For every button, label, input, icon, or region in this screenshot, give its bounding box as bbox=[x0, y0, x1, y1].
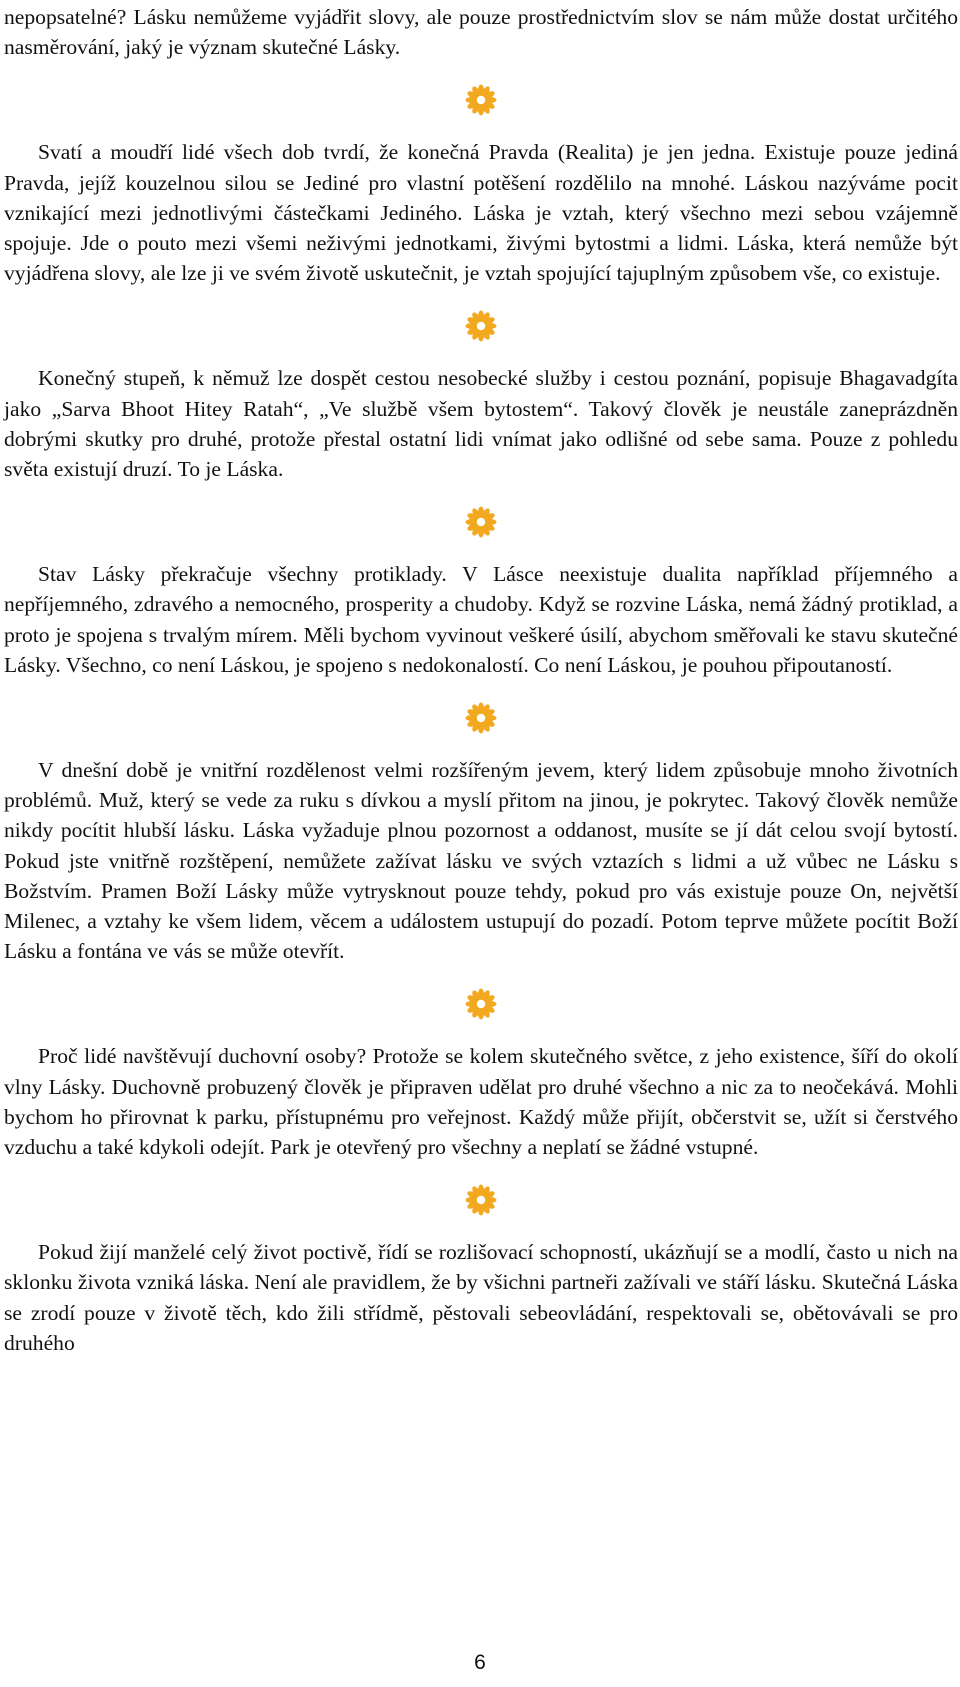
ornament-divider-1 bbox=[4, 62, 958, 137]
lotus-flower-icon bbox=[464, 701, 498, 735]
lotus-flower-icon bbox=[464, 987, 498, 1021]
paragraph-3: Konečný stupeň, k němuž lze dospět cestou nesobecké služby i cestou poznání, popisuje Bhagavadgíta jako „Sarva Bhoot Hitey Ratah“, „Ve službě všem bytostem“. Takový člověk je neustále zaneprázdněn dobrými skutky pro druhé, protože přestal ostatní lidi vnímat jako odlišné od sebe sama. Pouze z pohledu světa existují druzí. To je Láska. bbox=[4, 366, 958, 482]
ornament-divider-5 bbox=[4, 966, 958, 1041]
paragraph-6: Proč lidé navštěvují duchovní osoby? Protože se kolem skutečného světce, z jeho existence, šíří do okolí vlny Lásky. Duchovně probuzený člověk je připraven udělat pro druhé všechno a nic za to neočekává. Mohli bychom ho přirovnat k parku, přístupnému pro veřejnost. Každý může přijít, občerstvit se, užít si čerstvého vzduchu a také kdykoli odejít. Park je otevřený pro všechny a neplatí se žádné vstupné. bbox=[4, 1044, 958, 1160]
ornament-divider-6 bbox=[4, 1162, 958, 1237]
paragraph-1: nepopsatelné? Lásku nemůžeme vyjádřit slovy, ale pouze prostřednictvím slov se nám může dostat určitého nasměrování, jaký je význam skutečné Lásky. bbox=[4, 5, 958, 60]
page-number: 6 bbox=[474, 1651, 486, 1674]
ornament-divider-2 bbox=[4, 288, 958, 363]
paragraph-2: Svatí a moudří lidé všech dob tvrdí, že konečná Pravda (Realita) je jen jedna. Existuje pouze jediná Pravda, jejíž kouzelnou silou se Jediné pro vlastní potěšení rozdělilo na mnohé. Láskou nazýváme pocit vznikající mezi jednotlivými částečkami Jediného. Láska je vztah, který všechno mezi sebou vzájemně spojuje. Jde o pouto mezi všemi neživými jednotkami, živými bytostmi a lidmi. Láska, která nemůže být vyjádřena slovy, ale lze ji ve svém životě uskutečnit, je vztah spojující tajuplným způsobem vše, co existuje. bbox=[4, 140, 958, 286]
paragraph-4: Stav Lásky překračuje všechny protiklady. V Lásce neexistuje dualita například příjemného a nepříjemného, zdravého a nemocného, prosperity a chudoby. Když se rozvine Láska, nemá žádný protiklad, a proto je spojena s trvalým mírem. Měli bychom vyvinout veškeré úsilí, abychom směřovali ke stavu skutečné Lásky. Všechno, co není Láskou, je spojeno s nedokonalostí. Co není Láskou, je pouhou připoutaností. bbox=[4, 562, 958, 677]
lotus-flower-icon bbox=[464, 505, 498, 539]
paragraph-7: Pokud žijí manželé celý život poctivě, řídí se rozlišovací schopností, ukázňují se a modlí, často u nich na sklonku života vzniká láska. Není ale pravidlem, že by všichni partneři zažívali ve stáří lásku. Skutečná Láska se zrodí pouze v životě těch, kdo žili střídmě, pěstovali sebeovládání, respektovali se, obětovávali se pro druhého bbox=[4, 1240, 958, 1355]
ornament-divider-4 bbox=[4, 680, 958, 755]
page-content bbox=[4, 2, 958, 1358]
paragraph-5: V dnešní době je vnitřní rozdělenost velmi rozšířeným jevem, který lidem způsobuje mnoho životních problémů. Muž, který se vede za ruku s dívkou a myslí přitom na jinou, je pokrytec. Takový člověk nemůže nikdy pocítit hlubší lásku. Láska vyžaduje plnou pozornost a oddanost, musíte se jí dát celou svojí bytostí. Pokud jste vnitřně rozštěpení, nemůžete zažívat lásku ve svých vztazích s lidmi a už vůbec ne Lásku s Božstvím. Pramen Boží Lásky může vytrysknout pouze tehdy, pokud pro vás existuje pouze On, největší Milenec, a vztahy ke všem lidem, věcem a událostem ustupují do pozadí. Potom teprve můžete pocítit Boží Lásku a fontána ve vás se může otevřít. bbox=[4, 758, 958, 964]
lotus-flower-icon bbox=[464, 309, 498, 343]
lotus-flower-icon bbox=[464, 1183, 498, 1217]
ornament-divider-3 bbox=[4, 484, 958, 559]
lotus-flower-icon bbox=[464, 83, 498, 117]
